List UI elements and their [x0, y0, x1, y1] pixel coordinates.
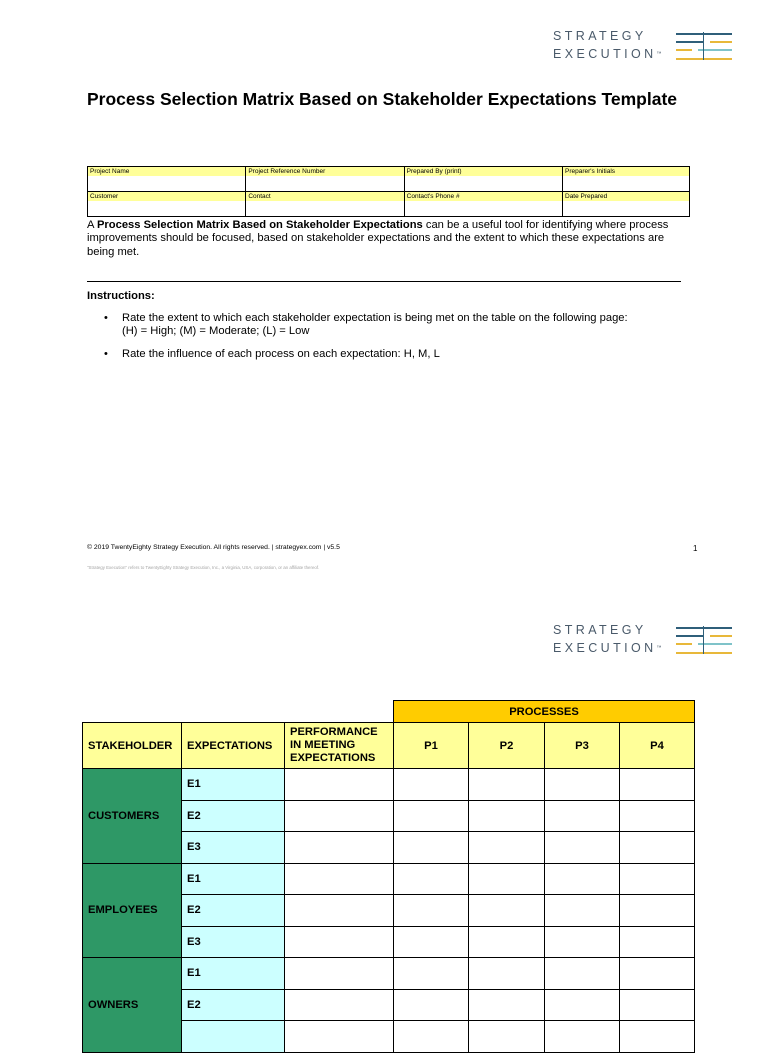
process-header-p1: P1 [394, 723, 469, 769]
field-label: Contact [246, 192, 403, 201]
rating-cell[interactable] [545, 1021, 620, 1053]
footer-disclaimer: "Strategy Execution" refers to TwentyEighty Strategy Execution, Inc., a Virginia, USA, corporation, or an affiliate thereof. [87, 565, 320, 570]
description-paragraph: A Process Selection Matrix Based on Stakeholder Expectations can be a useful tool for identifying where process improvements should be focused, based on stakeholder expectations and the extent to which these expectations are being met. [87, 219, 669, 258]
footer-copyright: © 2019 TwentyEighty Strategy Execution. All rights reserved. | strategyex.com | v5.5 [87, 544, 340, 551]
rating-cell[interactable] [469, 832, 545, 864]
rating-cell[interactable] [394, 863, 469, 895]
performance-cell[interactable] [285, 1021, 394, 1053]
bullet-icon: • [104, 348, 108, 360]
rating-cell[interactable] [545, 769, 620, 801]
logo-text-execution: EXECUTION™ [553, 47, 662, 61]
rating-cell[interactable] [469, 989, 545, 1021]
bullet-icon: • [104, 312, 108, 324]
rating-cell[interactable] [620, 1021, 695, 1053]
performance-cell[interactable] [285, 989, 394, 1021]
performance-cell[interactable] [285, 769, 394, 801]
rating-cell[interactable] [545, 989, 620, 1021]
rating-cell[interactable] [469, 769, 545, 801]
contact-field[interactable] [246, 192, 404, 217]
expectation-cell: E1 [182, 769, 285, 801]
rating-cell[interactable] [545, 895, 620, 927]
rating-cell[interactable] [620, 895, 695, 927]
rating-cell[interactable] [620, 800, 695, 832]
field-label: Preparer's Initials [563, 167, 689, 176]
expectation-cell: E1 [182, 863, 285, 895]
rating-cell[interactable] [620, 989, 695, 1021]
expectation-cell: E2 [182, 800, 285, 832]
rating-cell[interactable] [394, 769, 469, 801]
prepared-by-field[interactable] [404, 167, 562, 192]
divider [87, 281, 681, 282]
expectation-cell: E2 [182, 989, 285, 1021]
expectation-cell [182, 1021, 285, 1053]
stakeholder-header: STAKEHOLDER [83, 723, 182, 769]
table-row [83, 769, 695, 801]
field-label: Project Name [88, 167, 245, 176]
rating-cell[interactable] [394, 926, 469, 958]
project-reference-field[interactable] [246, 167, 404, 192]
rating-cell[interactable] [545, 832, 620, 864]
rating-cell[interactable] [469, 926, 545, 958]
logo-text-execution: EXECUTION™ [553, 641, 662, 655]
rating-cell[interactable] [394, 895, 469, 927]
field-label: Contact's Phone # [405, 192, 562, 201]
rating-cell[interactable] [545, 863, 620, 895]
rating-cell[interactable] [545, 800, 620, 832]
rating-cell[interactable] [469, 958, 545, 990]
rating-cell[interactable] [620, 769, 695, 801]
process-header-p4: P4 [620, 723, 695, 769]
rating-cell[interactable] [394, 832, 469, 864]
page-title: Process Selection Matrix Based on Stakeholder Expectations Template [87, 89, 678, 109]
rating-cell[interactable] [469, 895, 545, 927]
rating-cell[interactable] [469, 1021, 545, 1053]
performance-cell[interactable] [285, 958, 394, 990]
performance-cell[interactable] [285, 832, 394, 864]
field-label: Customer [88, 192, 245, 201]
performance-cell[interactable] [285, 926, 394, 958]
rating-cell[interactable] [620, 958, 695, 990]
expectations-header: EXPECTATIONS [182, 723, 285, 769]
performance-cell[interactable] [285, 895, 394, 927]
contact-phone-field[interactable] [404, 192, 562, 217]
company-logo [553, 30, 735, 64]
customer-field[interactable] [88, 192, 246, 217]
logo-text-strategy: STRATEGY [553, 29, 647, 43]
rating-cell[interactable] [394, 800, 469, 832]
stakeholder-customers: CUSTOMERS [83, 769, 182, 864]
performance-header: PERFORMANCE IN MEETING EXPECTATIONS [285, 723, 394, 769]
performance-cell[interactable] [285, 800, 394, 832]
expectation-cell: E1 [182, 958, 285, 990]
rating-cell[interactable] [545, 958, 620, 990]
field-label: Date Prepared [563, 192, 689, 201]
logo-text-strategy: STRATEGY [553, 623, 647, 637]
rating-cell[interactable] [620, 926, 695, 958]
rating-cell[interactable] [620, 832, 695, 864]
rating-cell[interactable] [394, 958, 469, 990]
process-selection-matrix [82, 700, 695, 1053]
project-info-table [87, 166, 690, 217]
expectation-cell: E2 [182, 895, 285, 927]
instructions-heading: Instructions: [87, 290, 155, 302]
table-row [83, 958, 695, 990]
field-label: Prepared By (print) [405, 167, 562, 176]
rating-cell[interactable] [545, 926, 620, 958]
preparer-initials-field[interactable] [563, 167, 690, 192]
expectation-cell: E3 [182, 926, 285, 958]
process-header-p3: P3 [545, 723, 620, 769]
company-logo [553, 624, 735, 658]
field-label: Project Reference Number [246, 167, 403, 176]
process-header-p2: P2 [469, 723, 545, 769]
stakeholder-employees: EMPLOYEES [83, 863, 182, 958]
project-name-field[interactable] [88, 167, 246, 192]
rating-cell[interactable] [394, 989, 469, 1021]
expectation-cell: E3 [182, 832, 285, 864]
table-row [83, 863, 695, 895]
instruction-item-2: Rate the influence of each process on each expectation: H, M, L [122, 348, 440, 360]
date-prepared-field[interactable] [563, 192, 690, 217]
stakeholder-owners: OWNERS [83, 958, 182, 1053]
rating-cell[interactable] [394, 1021, 469, 1053]
rating-cell[interactable] [620, 863, 695, 895]
page-number: 1 [693, 544, 698, 553]
rating-cell[interactable] [469, 800, 545, 832]
processes-header: PROCESSES [394, 701, 695, 723]
rating-cell[interactable] [469, 863, 545, 895]
instruction-item-1: Rate the extent to which each stakeholder expectation is being met on the table on the following page: (H) = High; (M) = Moderate; (L) = Low [122, 312, 628, 337]
performance-cell[interactable] [285, 863, 394, 895]
